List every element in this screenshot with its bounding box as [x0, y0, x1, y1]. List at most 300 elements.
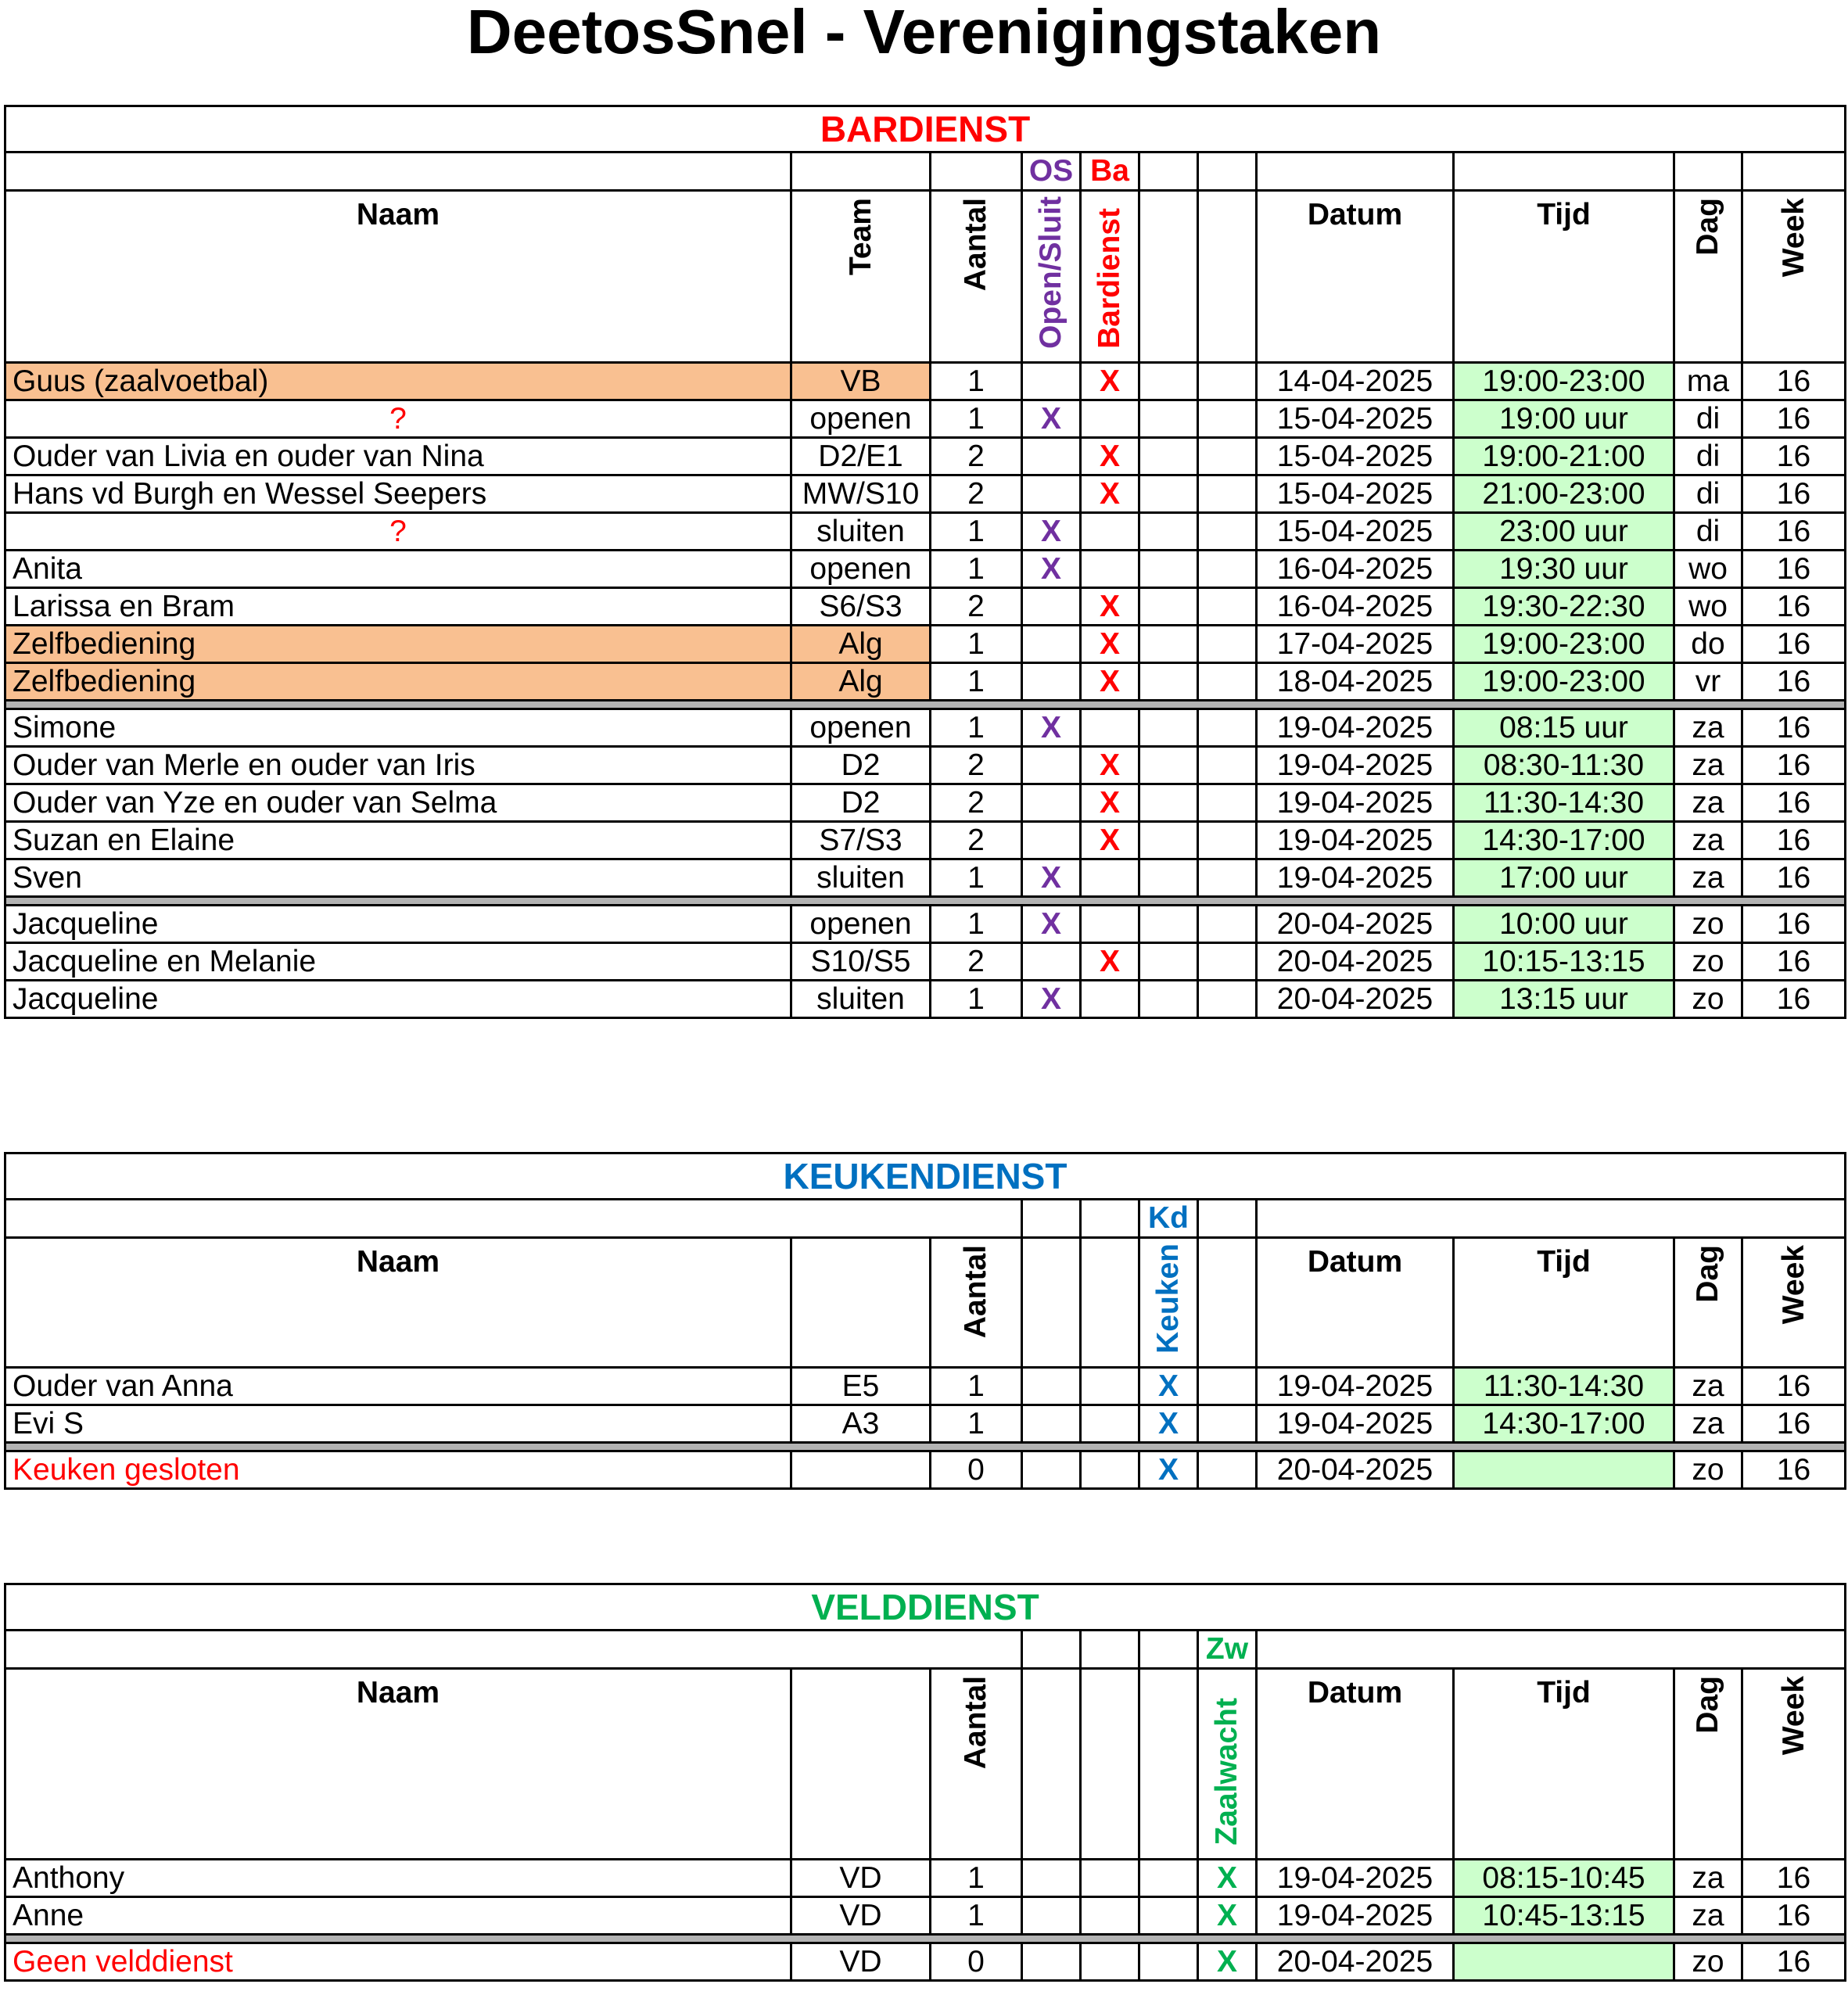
cell-ba: X: [1081, 663, 1139, 701]
cell-team: D2: [791, 784, 931, 822]
cell-os: X: [1022, 513, 1081, 551]
col-header-aantal: [931, 1238, 1022, 1368]
blank-cell: [1139, 588, 1198, 626]
cell-ba: [1081, 859, 1139, 897]
blank-cell: [1198, 943, 1257, 981]
col-header-week-label: Week: [1776, 1676, 1810, 1756]
cell-naam: Evi S: [5, 1405, 791, 1443]
cell-ba: X: [1081, 747, 1139, 784]
cell-team: [791, 1451, 931, 1489]
blank-cell: [1198, 438, 1257, 475]
cell-tijd: 19:30-22:30: [1454, 588, 1674, 626]
cell-aantal: 1: [931, 551, 1022, 588]
blank-cell: [1081, 1860, 1139, 1897]
velddienst-rows: [5, 1860, 1846, 1981]
cell-tijd: 21:00-23:00: [1454, 475, 1674, 513]
table-row: [5, 822, 1846, 859]
cell-os: [1022, 438, 1081, 475]
blank-cell: [1139, 191, 1198, 363]
cell-week: 16: [1742, 822, 1846, 859]
table-row: [5, 1943, 1846, 1981]
cell-dag: wo: [1674, 551, 1742, 588]
cell-os: [1022, 747, 1081, 784]
table-row: [5, 859, 1846, 897]
cell-datum: 15-04-2025: [1257, 438, 1454, 475]
cell-dag: za: [1674, 784, 1742, 822]
cell-os: [1022, 943, 1081, 981]
blank-cell: [1198, 191, 1257, 363]
cell-os: [1022, 588, 1081, 626]
cell-naam: Anne: [5, 1897, 791, 1935]
table-row: [5, 438, 1846, 475]
blank-cell: [1081, 1943, 1139, 1981]
cell-tijd: 08:15-10:45: [1454, 1860, 1674, 1897]
col-header-week-label: Week: [1776, 198, 1810, 278]
cell-tijd: 14:30-17:00: [1454, 1405, 1674, 1443]
blank-cell: [1139, 152, 1198, 191]
cell-aantal: 0: [931, 1943, 1022, 1981]
cell-kd: X: [1139, 1405, 1198, 1443]
cell-team: openen: [791, 709, 931, 747]
cell-team: A3: [791, 1405, 931, 1443]
blank-cell: [1198, 709, 1257, 747]
col-header-tijd: Tijd: [1454, 1238, 1674, 1368]
cell-datum: 19-04-2025: [1257, 709, 1454, 747]
cell-naam: Hans vd Burgh en Wessel Seepers: [5, 475, 791, 513]
blank-cell: [1198, 906, 1257, 943]
cell-dag: za: [1674, 859, 1742, 897]
blank-cell: [1139, 784, 1198, 822]
cell-os: X: [1022, 400, 1081, 438]
cell-aantal: 1: [931, 363, 1022, 400]
cell-naam: Larissa en Bram: [5, 588, 791, 626]
blank-cell: [1198, 551, 1257, 588]
cell-ba: X: [1081, 363, 1139, 400]
cell-zw: X: [1198, 1943, 1257, 1981]
cell-dag: do: [1674, 626, 1742, 663]
cell-dag: zo: [1674, 1451, 1742, 1489]
cell-aantal: 2: [931, 747, 1022, 784]
cell-week: 16: [1742, 747, 1846, 784]
cell-aantal: 2: [931, 588, 1022, 626]
group-separator: [5, 897, 1846, 906]
blank-cell: [1139, 981, 1198, 1018]
blank-cell: [1198, 475, 1257, 513]
cell-aantal: 1: [931, 663, 1022, 701]
blank-cell: [931, 152, 1022, 191]
cell-naam: ?: [5, 513, 791, 551]
cell-team: MW/S10: [791, 475, 931, 513]
cell-tijd: 10:45-13:15: [1454, 1897, 1674, 1935]
cell-aantal: 0: [931, 1451, 1022, 1489]
table-row: [5, 1451, 1846, 1489]
blank-cell: [1139, 663, 1198, 701]
cell-os: [1022, 363, 1081, 400]
table-row: [5, 588, 1846, 626]
table-row: [5, 475, 1846, 513]
cell-naam: Jacqueline: [5, 906, 791, 943]
cell-team: Alg: [791, 663, 931, 701]
cell-dag: zo: [1674, 906, 1742, 943]
blank-cell: [1139, 438, 1198, 475]
cell-team: openen: [791, 906, 931, 943]
cell-naam: Jacqueline: [5, 981, 791, 1018]
table-row: [5, 626, 1846, 663]
bardienst-table: [4, 105, 1846, 1019]
blank-cell: [1022, 1451, 1081, 1489]
cell-datum: 20-04-2025: [1257, 1943, 1454, 1981]
cell-datum: 20-04-2025: [1257, 943, 1454, 981]
blank-cell: [1198, 1368, 1257, 1405]
cell-week: 16: [1742, 906, 1846, 943]
cell-week: 16: [1742, 513, 1846, 551]
col-header-aantal-label: Aantal: [959, 1676, 992, 1770]
cell-team: S6/S3: [791, 588, 931, 626]
blank-cell: [1022, 1200, 1081, 1238]
cell-week: 16: [1742, 438, 1846, 475]
col-header-week-label: Week: [1776, 1245, 1810, 1325]
col-header-os: [1022, 191, 1081, 363]
cell-week: 16: [1742, 943, 1846, 981]
col-header-dag-label: Dag: [1691, 198, 1724, 256]
cell-aantal: 2: [931, 822, 1022, 859]
table-row: [5, 906, 1846, 943]
cell-team: VD: [791, 1860, 931, 1897]
cell-dag: di: [1674, 475, 1742, 513]
cell-ba: X: [1081, 784, 1139, 822]
cell-week: 16: [1742, 663, 1846, 701]
cell-datum: 20-04-2025: [1257, 1451, 1454, 1489]
blank-cell: [1139, 822, 1198, 859]
col-header-aantal: [931, 1669, 1022, 1860]
col-header-aantal: [931, 191, 1022, 363]
velddienst-table: [4, 1583, 1846, 1982]
blank-cell: [1198, 400, 1257, 438]
col-header-naam: Naam: [5, 191, 791, 363]
cell-datum: 15-04-2025: [1257, 400, 1454, 438]
col-header-datum: Datum: [1257, 1669, 1454, 1860]
cell-naam: Jacqueline en Melanie: [5, 943, 791, 981]
cell-week: 16: [1742, 1368, 1846, 1405]
col-header-zw-label: Zaalwacht: [1210, 1698, 1243, 1846]
table-row: [5, 747, 1846, 784]
cell-dag: vr: [1674, 663, 1742, 701]
cell-team: VB: [791, 363, 931, 400]
blank-cell: [1139, 1943, 1198, 1981]
cell-tijd: 19:00-23:00: [1454, 626, 1674, 663]
table-row: [5, 400, 1846, 438]
group-separator-row: [5, 701, 1846, 709]
cell-os: X: [1022, 551, 1081, 588]
cell-aantal: 2: [931, 438, 1022, 475]
cell-datum: 19-04-2025: [1257, 747, 1454, 784]
cell-tijd: 10:00 uur: [1454, 906, 1674, 943]
cell-week: 16: [1742, 1405, 1846, 1443]
cell-datum: 19-04-2025: [1257, 859, 1454, 897]
blank-cell: [1081, 1405, 1139, 1443]
cell-datum: 16-04-2025: [1257, 551, 1454, 588]
blank-cell: [1081, 1631, 1139, 1669]
cell-tijd: 13:15 uur: [1454, 981, 1674, 1018]
kd-abbr: Kd: [1139, 1200, 1198, 1238]
cell-aantal: 1: [931, 1368, 1022, 1405]
blank-cell: [1198, 1238, 1257, 1368]
bardienst-title: BARDIENST: [5, 106, 1846, 152]
blank-cell: [1198, 1451, 1257, 1489]
cell-aantal: 1: [931, 400, 1022, 438]
page-title: DeetosSnel - Verenigingstaken: [466, 0, 1382, 66]
cell-team: D2: [791, 747, 931, 784]
col-header-ba-label: Bardienst: [1093, 208, 1126, 349]
cell-dag: zo: [1674, 1943, 1742, 1981]
cell-dag: ma: [1674, 363, 1742, 400]
blank-cell: [1139, 747, 1198, 784]
table-row: [5, 943, 1846, 981]
cell-aantal: 2: [931, 475, 1022, 513]
blank-cell: [1454, 152, 1674, 191]
cell-kd: X: [1139, 1368, 1198, 1405]
cell-datum: 17-04-2025: [1257, 626, 1454, 663]
cell-week: 16: [1742, 551, 1846, 588]
cell-ba: X: [1081, 943, 1139, 981]
table-row: [5, 784, 1846, 822]
cell-tijd: 08:30-11:30: [1454, 747, 1674, 784]
zw-abbr: Zw: [1198, 1631, 1257, 1669]
blank-cell: [1081, 1669, 1139, 1860]
blank-cell: [1139, 551, 1198, 588]
table-row: [5, 981, 1846, 1018]
blank-cell: [1257, 1631, 1846, 1669]
blank-cell: [1081, 1451, 1139, 1489]
blank-cell: [1022, 1897, 1081, 1935]
cell-dag: di: [1674, 438, 1742, 475]
cell-naam: Guus (zaalvoetbal): [5, 363, 791, 400]
cell-os: [1022, 663, 1081, 701]
cell-datum: 19-04-2025: [1257, 1368, 1454, 1405]
cell-tijd: 08:15 uur: [1454, 709, 1674, 747]
cell-week: 16: [1742, 784, 1846, 822]
cell-dag: za: [1674, 1897, 1742, 1935]
cell-aantal: 1: [931, 906, 1022, 943]
velddienst-title: VELDDIENST: [5, 1584, 1846, 1631]
blank-cell: [791, 1669, 931, 1860]
cell-os: [1022, 626, 1081, 663]
cell-tijd: 14:30-17:00: [1454, 822, 1674, 859]
cell-week: 16: [1742, 475, 1846, 513]
cell-naam: Suzan en Elaine: [5, 822, 791, 859]
blank-cell: [5, 1631, 1022, 1669]
cell-datum: 14-04-2025: [1257, 363, 1454, 400]
cell-ba: X: [1081, 822, 1139, 859]
blank-cell: [1742, 152, 1846, 191]
col-header-datum: Datum: [1257, 191, 1454, 363]
blank-cell: [1022, 1368, 1081, 1405]
keukendienst-table: [4, 1152, 1846, 1490]
cell-tijd: 11:30-14:30: [1454, 1368, 1674, 1405]
cell-dag: za: [1674, 1368, 1742, 1405]
cell-team: openen: [791, 400, 931, 438]
cell-team: E5: [791, 1368, 931, 1405]
blank-cell: [5, 152, 791, 191]
cell-datum: 20-04-2025: [1257, 981, 1454, 1018]
cell-aantal: 1: [931, 626, 1022, 663]
blank-cell: [1022, 1238, 1081, 1368]
table-row: [5, 513, 1846, 551]
cell-datum: 20-04-2025: [1257, 906, 1454, 943]
cell-aantal: 1: [931, 981, 1022, 1018]
blank-cell: [1198, 626, 1257, 663]
cell-naam: Geen velddienst: [5, 1943, 791, 1981]
cell-tijd: 19:00-21:00: [1454, 438, 1674, 475]
col-header-zw: [1198, 1669, 1257, 1860]
group-separator-row: [5, 897, 1846, 906]
blank-cell: [1674, 152, 1742, 191]
cell-datum: 19-04-2025: [1257, 1897, 1454, 1935]
col-header-dag-label: Dag: [1691, 1676, 1724, 1734]
col-header-week: [1742, 191, 1846, 363]
table-row: [5, 1405, 1846, 1443]
blank-cell: [5, 1200, 1022, 1238]
cell-datum: 19-04-2025: [1257, 1860, 1454, 1897]
blank-cell: [1257, 152, 1454, 191]
cell-naam: Sven: [5, 859, 791, 897]
cell-naam: Ouder van Yze en ouder van Selma: [5, 784, 791, 822]
table-row: [5, 1897, 1846, 1935]
cell-week: 16: [1742, 588, 1846, 626]
table-row: [5, 709, 1846, 747]
cell-datum: 15-04-2025: [1257, 513, 1454, 551]
col-header-aantal-label: Aantal: [959, 198, 992, 292]
blank-cell: [1198, 784, 1257, 822]
col-header-dag-label: Dag: [1691, 1245, 1724, 1303]
cell-dag: za: [1674, 1405, 1742, 1443]
col-header-dag: [1674, 1669, 1742, 1860]
cell-naam: Simone: [5, 709, 791, 747]
blank-cell: [1139, 626, 1198, 663]
cell-tijd: 17:00 uur: [1454, 859, 1674, 897]
cell-datum: 19-04-2025: [1257, 1405, 1454, 1443]
col-header-team: [791, 191, 931, 363]
cell-tijd: 19:00-23:00: [1454, 363, 1674, 400]
cell-aantal: 1: [931, 709, 1022, 747]
cell-team: S7/S3: [791, 822, 931, 859]
col-header-kd: [1139, 1238, 1198, 1368]
cell-os: [1022, 784, 1081, 822]
cell-dag: di: [1674, 513, 1742, 551]
cell-aantal: 1: [931, 513, 1022, 551]
col-header-kd-label: Keuken: [1151, 1243, 1185, 1354]
col-header-dag: [1674, 191, 1742, 363]
blank-cell: [1139, 943, 1198, 981]
group-separator-row: [5, 1443, 1846, 1451]
keukendienst-title: KEUKENDIENST: [5, 1153, 1846, 1200]
blank-cell: [1139, 709, 1198, 747]
cell-dag: za: [1674, 822, 1742, 859]
blank-cell: [1198, 981, 1257, 1018]
cell-team: sluiten: [791, 981, 931, 1018]
col-header-os-label: Open/Sluit: [1034, 196, 1068, 349]
cell-ba: [1081, 551, 1139, 588]
cell-datum: 18-04-2025: [1257, 663, 1454, 701]
cell-tijd: [1454, 1943, 1674, 1981]
cell-aantal: 1: [931, 1405, 1022, 1443]
blank-cell: [1139, 1860, 1198, 1897]
col-header-aantal-label: Aantal: [959, 1245, 992, 1339]
cell-datum: 15-04-2025: [1257, 475, 1454, 513]
cell-aantal: 1: [931, 859, 1022, 897]
cell-dag: di: [1674, 400, 1742, 438]
cell-week: 16: [1742, 1860, 1846, 1897]
cell-week: 16: [1742, 1451, 1846, 1489]
cell-os: X: [1022, 906, 1081, 943]
table-row: [5, 1368, 1846, 1405]
blank-cell: [1139, 1669, 1198, 1860]
col-header-team-label: Team: [843, 198, 877, 275]
cell-naam: Anita: [5, 551, 791, 588]
cell-team: openen: [791, 551, 931, 588]
cell-week: 16: [1742, 363, 1846, 400]
cell-tijd: 23:00 uur: [1454, 513, 1674, 551]
blank-cell: [1139, 363, 1198, 400]
blank-cell: [1022, 1631, 1081, 1669]
group-separator: [5, 1443, 1846, 1451]
group-separator: [5, 701, 1846, 709]
cell-tijd: [1454, 1451, 1674, 1489]
cell-os: [1022, 822, 1081, 859]
cell-week: 16: [1742, 400, 1846, 438]
blank-cell: [1081, 1368, 1139, 1405]
cell-ba: [1081, 400, 1139, 438]
cell-naam: Ouder van Anna: [5, 1368, 791, 1405]
blank-cell: [1198, 363, 1257, 400]
cell-os: [1022, 475, 1081, 513]
col-header-ba: [1081, 191, 1139, 363]
blank-cell: [1139, 400, 1198, 438]
blank-cell: [1198, 513, 1257, 551]
cell-team: VD: [791, 1943, 931, 1981]
cell-dag: zo: [1674, 943, 1742, 981]
group-separator: [5, 1935, 1846, 1943]
blank-cell: [1139, 1631, 1198, 1669]
blank-cell: [791, 1238, 931, 1368]
cell-team: D2/E1: [791, 438, 931, 475]
cell-dag: za: [1674, 747, 1742, 784]
cell-ba: [1081, 709, 1139, 747]
cell-week: 16: [1742, 626, 1846, 663]
cell-os: X: [1022, 981, 1081, 1018]
cell-ba: X: [1081, 626, 1139, 663]
cell-tijd: 19:00-23:00: [1454, 663, 1674, 701]
blank-cell: [1198, 152, 1257, 191]
cell-datum: 19-04-2025: [1257, 784, 1454, 822]
cell-tijd: 19:00 uur: [1454, 400, 1674, 438]
col-header-dag: [1674, 1238, 1742, 1368]
cell-team: VD: [791, 1897, 931, 1935]
blank-cell: [1139, 475, 1198, 513]
table-row: [5, 363, 1846, 400]
cell-dag: zo: [1674, 981, 1742, 1018]
cell-ba: X: [1081, 475, 1139, 513]
blank-cell: [1198, 588, 1257, 626]
cell-week: 16: [1742, 709, 1846, 747]
cell-aantal: 1: [931, 1897, 1022, 1935]
col-header-naam: Naam: [5, 1669, 791, 1860]
blank-cell: [1139, 859, 1198, 897]
table-row: [5, 1860, 1846, 1897]
cell-week: 16: [1742, 859, 1846, 897]
cell-os: X: [1022, 709, 1081, 747]
blank-cell: [791, 152, 931, 191]
